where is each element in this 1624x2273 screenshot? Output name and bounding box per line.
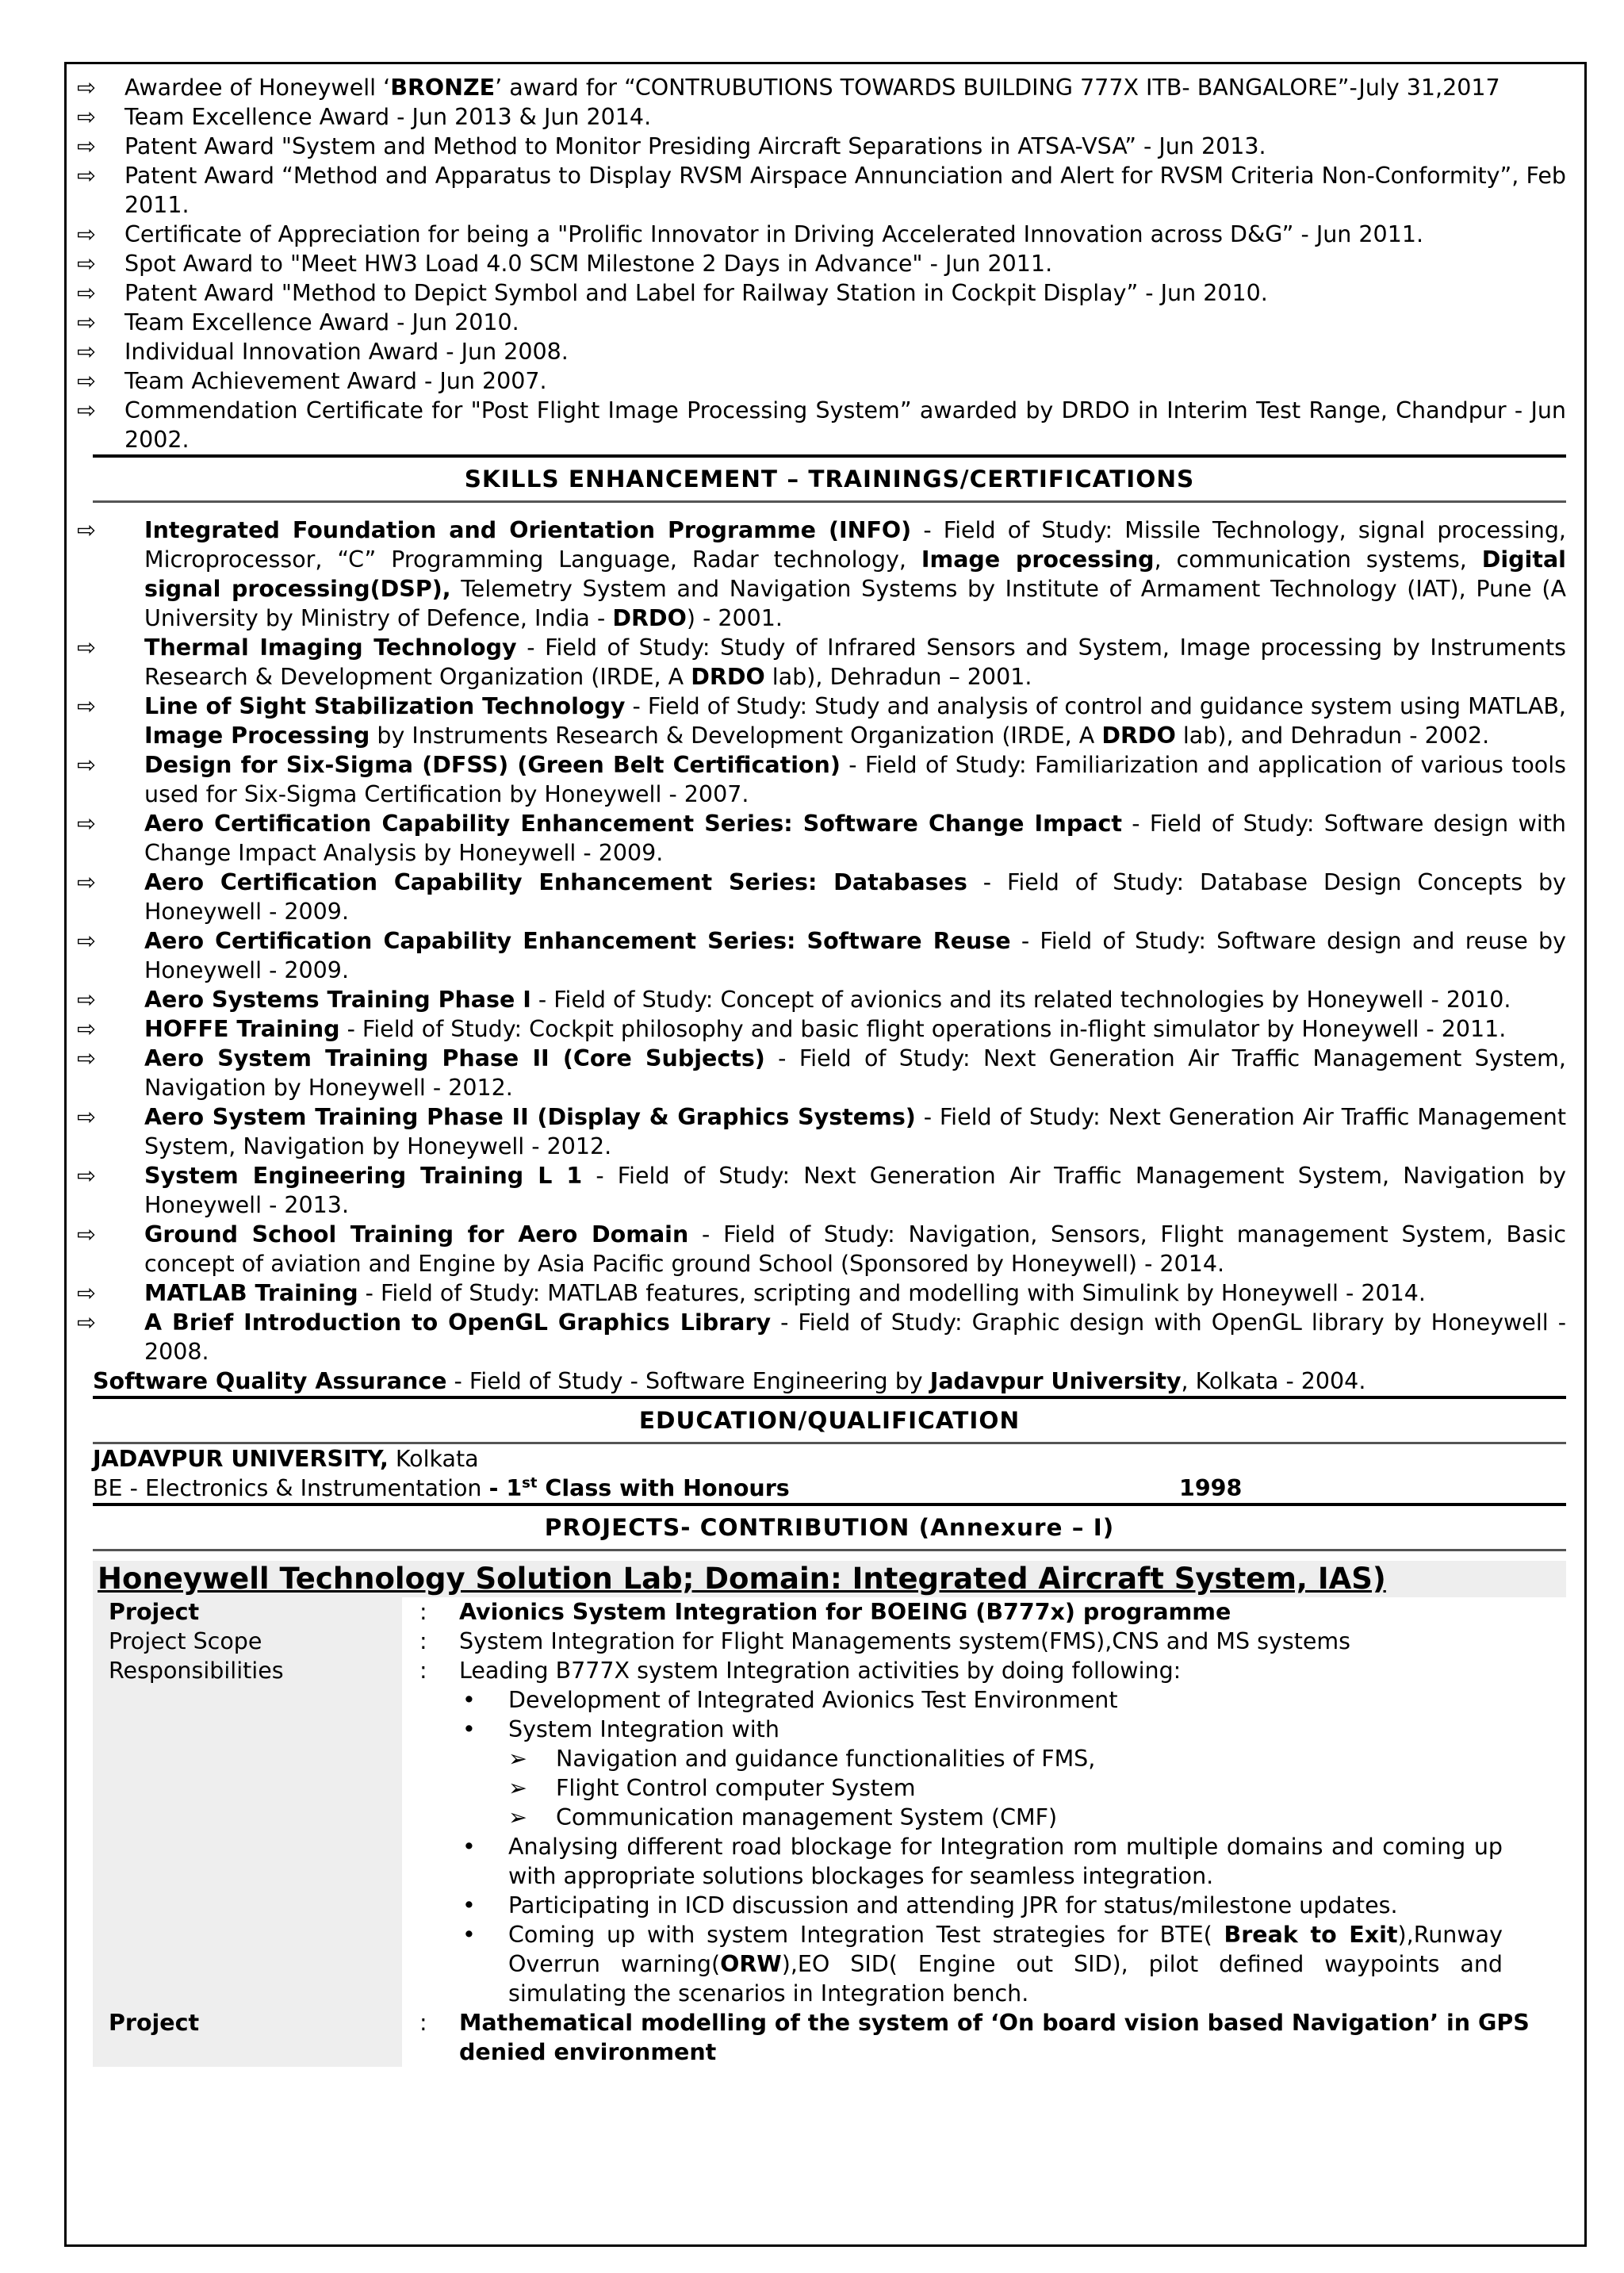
arrow-icon: ⇨ bbox=[77, 1163, 96, 1189]
award-item: ⇨ Spot Award to "Meet HW3 Load 4.0 SCM Milestone 2 Days in Advance" - Jun 2011. bbox=[77, 251, 1053, 277]
colon: : bbox=[419, 1658, 427, 1684]
arrow-icon: ⇨ bbox=[77, 517, 96, 543]
arrow-icon: ⇨ bbox=[77, 1309, 96, 1336]
bullet-icon: • bbox=[462, 1892, 476, 1918]
arrow-icon: ⇨ bbox=[77, 693, 96, 719]
arrow-icon: ⇨ bbox=[77, 397, 96, 424]
arrow-icon: ⇨ bbox=[77, 280, 96, 306]
project-label: Project bbox=[93, 1597, 402, 1627]
skills-heading: SKILLS ENHANCEMENT – TRAININGS/CERTIFICATIONS bbox=[93, 454, 1566, 503]
responsibilities-intro: Leading B777X system Integration activities by doing following: bbox=[459, 1658, 1182, 1684]
arrow-icon: ⇨ bbox=[77, 339, 96, 365]
award-item: ⇨ Individual Innovation Award - Jun 2008. bbox=[77, 339, 569, 365]
colon: : bbox=[419, 1599, 427, 1625]
award-item: ⇨ Team Excellence Award - Jun 2013 & Jun 2014. bbox=[77, 104, 652, 130]
arrow-icon: ⇨ bbox=[77, 634, 96, 661]
training-item: ⇨ Aero Certification Capability Enhancement Series: Databases - Field of Study: Database Design Concepts by Honeywell - 2009. bbox=[77, 869, 1567, 925]
award-item: ⇨ Awardee of Honeywell ‘BRONZE’ award for “CONTRUBUTIONS TOWARDS BUILDING 777X ITB- BANGALORE”-July 31,2017 bbox=[77, 75, 1500, 101]
training-item: ⇨ HOFFE Training - Field of Study: Cockpit philosophy and basic flight operations in-flight simulator by Honeywell - 2011. bbox=[77, 1016, 1507, 1042]
responsibilities-row bbox=[93, 1656, 1566, 2008]
bullet-icon: • bbox=[462, 1922, 476, 1948]
project-table bbox=[93, 1597, 1566, 2067]
arrow-icon: ⇨ bbox=[77, 163, 96, 189]
scope-label: Project Scope bbox=[93, 1627, 402, 1656]
arrow-icon: ⇨ bbox=[77, 75, 96, 101]
training-item: ⇨ MATLAB Training - Field of Study: MATLAB features, scripting and modelling with Simulink by Honeywell - 2014. bbox=[77, 1280, 1426, 1306]
arrow-icon: ⇨ bbox=[77, 928, 96, 954]
training-item: ⇨ Aero Certification Capability Enhancement Series: Software Change Impact - Field of Study: Software design with Change Impact Analysis by Honeywell - 2009. bbox=[77, 811, 1566, 866]
chevron-icon: ➢ bbox=[508, 1746, 527, 1772]
arrow-icon: ⇨ bbox=[77, 309, 96, 335]
arrow-icon: ⇨ bbox=[77, 1280, 96, 1306]
colon: : bbox=[419, 1628, 427, 1654]
sublist bbox=[459, 1744, 1503, 1832]
list-item: ➢ Navigation and guidance functionalities of FMS, bbox=[508, 1746, 1096, 1772]
education-block bbox=[93, 1444, 1566, 1503]
responsibilities-label: Responsibilities bbox=[93, 1656, 402, 2008]
project-value: Avionics System Integration for BOEING (B777x) programme bbox=[459, 1599, 1231, 1625]
responsibilities-list bbox=[459, 1685, 1503, 2008]
project-label: Project bbox=[93, 2008, 402, 2067]
training-item: ⇨ Integrated Foundation and Orientation Programme (INFO) - Field of Study: Missile Technology, signal processing, Microprocessor, “C” Programming Language, Radar technology, Image processing, communication systems, Digital signal processing(DSP), Telemetry System and Navigation Systems by Institute of Armament Technology (IAT), Pune (A University by Ministry of Defence, India - DRDO) - 2001. bbox=[77, 517, 1566, 631]
arrow-icon: ⇨ bbox=[77, 1045, 96, 1071]
project-scope-row bbox=[93, 1627, 1566, 1656]
degree-line: BE - Electronics & Instrumentation - 1st Class with Honours 1998 bbox=[93, 1474, 1243, 1501]
arrow-icon: ⇨ bbox=[77, 133, 96, 159]
university-line: JADAVPUR UNIVERSITY, Kolkata bbox=[93, 1446, 479, 1472]
trainings-list bbox=[77, 516, 1566, 1366]
list-item: • Development of Integrated Avionics Test Environment bbox=[462, 1687, 1118, 1713]
award-item: ⇨ Patent Award “Method and Apparatus to Display RVSM Airspace Annunciation and Alert for RVSM Criteria Non-Conformity”, Feb 2011. bbox=[77, 163, 1566, 218]
training-item: ⇨ Line of Sight Stabilization Technology - Field of Study: Study and analysis of control and guidance system using MATLAB, Image Processing by Instruments Research & Development Organization (IRDE, A DRDO lab), and Dehradun - 2002. bbox=[77, 693, 1566, 749]
list-item: • Participating in ICD discussion and attending JPR for status/milestone updates. bbox=[462, 1892, 1398, 1918]
training-item: ⇨ Design for Six-Sigma (DFSS) (Green Belt Certification) - Field of Study: Familiarization and application of various tools used for Six-Sigma Certification by Honeywell - 2007. bbox=[77, 752, 1567, 807]
arrow-icon: ⇨ bbox=[77, 869, 96, 895]
colon: : bbox=[419, 2010, 427, 2036]
bullet-icon: • bbox=[462, 1834, 476, 1860]
list-item: ➢ Flight Control computer System bbox=[508, 1775, 916, 1801]
training-item: ⇨ Thermal Imaging Technology - Field of Study: Study of Infrared Sensors and System, Image processing by Instruments Research & Development Organization (IRDE, A DRDO lab), Dehradun – 2001. bbox=[77, 634, 1566, 690]
list-item: • System Integration with ➢ Navigation and guidance functionalities of FMS, ➢ Flight Control computer System ➢ Communication management System (CMF) bbox=[459, 1715, 1503, 1832]
award-item: ⇨ Certificate of Appreciation for being a "Prolific Innovator in Driving Accelerated Innovation across D&G” - Jun 2011. bbox=[77, 221, 1424, 247]
project-row bbox=[93, 2008, 1566, 2067]
award-item: ⇨ Commendation Certificate for "Post Flight Image Processing System” awarded by DRDO in Interim Test Range, Chandpur - Jun 2002. bbox=[77, 397, 1566, 453]
education-heading: EDUCATION/QUALIFICATION bbox=[93, 1396, 1566, 1444]
project-row bbox=[93, 1597, 1566, 1627]
award-item: ⇨ Patent Award "System and Method to Monitor Presiding Aircraft Separations in ATSA-VSA” - Jun 2013. bbox=[77, 133, 1266, 159]
training-item: ⇨ Aero Certification Capability Enhancement Series: Software Reuse - Field of Study: Software design and reuse by Honeywell - 2009. bbox=[77, 928, 1566, 983]
chevron-icon: ➢ bbox=[508, 1775, 527, 1801]
training-item: ⇨ A Brief Introduction to OpenGL Graphics Library - Field of Study: Graphic design with OpenGL library by Honeywell - 2008. bbox=[77, 1309, 1566, 1365]
scope-value: System Integration for Flight Managements system(FMS),CNS and MS systems bbox=[459, 1628, 1351, 1654]
graduation-year: 1998 bbox=[1179, 1475, 1243, 1501]
arrow-icon: ⇨ bbox=[77, 811, 96, 837]
arrow-icon: ⇨ bbox=[77, 1104, 96, 1130]
award-item: ⇨ Team Excellence Award - Jun 2010. bbox=[77, 309, 519, 335]
arrow-icon: ⇨ bbox=[77, 987, 96, 1013]
bullet-icon: • bbox=[462, 1716, 476, 1742]
list-item: • Analysing different road blockage for Integration rom multiple domains and coming up with appropriate solutions blockages for seamless integration. bbox=[462, 1834, 1503, 1889]
projects-heading: PROJECTS- CONTRIBUTION (Annexure – I) bbox=[93, 1503, 1566, 1551]
award-item: ⇨ Team Achievement Award - Jun 2007. bbox=[77, 368, 547, 394]
bullet-icon: • bbox=[462, 1687, 476, 1713]
resume-page bbox=[77, 73, 1566, 2067]
sqa-line: Software Quality Assurance - Field of Study - Software Engineering by Jadavpur University, Kolkata - 2004. bbox=[93, 1368, 1366, 1394]
arrow-icon: ⇨ bbox=[77, 368, 96, 394]
project-value: Mathematical modelling of the system of ‘On board vision based Navigation’ in GPS denied environment bbox=[459, 2010, 1530, 2065]
list-item: ➢ Communication management System (CMF) bbox=[508, 1804, 1058, 1830]
arrow-icon: ⇨ bbox=[77, 1221, 96, 1248]
training-item: ⇨ Aero Systems Training Phase I - Field of Study: Concept of avionics and its related technologies by Honeywell - 2010. bbox=[77, 987, 1511, 1013]
arrow-icon: ⇨ bbox=[77, 1016, 96, 1042]
training-item: ⇨ Aero System Training Phase II (Core Subjects) - Field of Study: Next Generation Air Traffic Management System, Navigation by Honeywell - 2012. bbox=[77, 1045, 1566, 1101]
chevron-icon: ➢ bbox=[508, 1804, 527, 1830]
arrow-icon: ⇨ bbox=[77, 251, 96, 277]
arrow-icon: ⇨ bbox=[77, 752, 96, 778]
list-item: • Coming up with system Integration Test strategies for BTE( Break to Exit),Runway Overrun warning(ORW),EO SID( Engine out SID), pilot defined waypoints and simulating the scenarios in Integration bench. bbox=[462, 1922, 1503, 2007]
awards-list bbox=[77, 73, 1566, 454]
responsibilities-value bbox=[459, 1656, 1566, 2008]
training-item: ⇨ Ground School Training for Aero Domain - Field of Study: Navigation, Sensors, Flight management System, Basic concept of aviation and Engine by Asia Pacific ground School (Sponsored by Honeywell) - 2014. bbox=[77, 1221, 1567, 1277]
award-item: ⇨ Patent Award "Method to Depict Symbol and Label for Railway Station in Cockpit Display” - Jun 2010. bbox=[77, 280, 1268, 306]
arrow-icon: ⇨ bbox=[77, 104, 96, 130]
company-domain-line: Honeywell Technology Solution Lab; Domain: Integrated Aircraft System, IAS) bbox=[93, 1561, 1566, 1597]
training-item: ⇨ Aero System Training Phase II (Display & Graphics Systems) - Field of Study: Next Generation Air Traffic Management System, Navigation by Honeywell - 2012. bbox=[77, 1104, 1566, 1159]
training-item: ⇨ System Engineering Training L 1 - Field of Study: Next Generation Air Traffic Management System, Navigation by Honeywell - 2013. bbox=[77, 1163, 1566, 1218]
arrow-icon: ⇨ bbox=[77, 221, 96, 247]
